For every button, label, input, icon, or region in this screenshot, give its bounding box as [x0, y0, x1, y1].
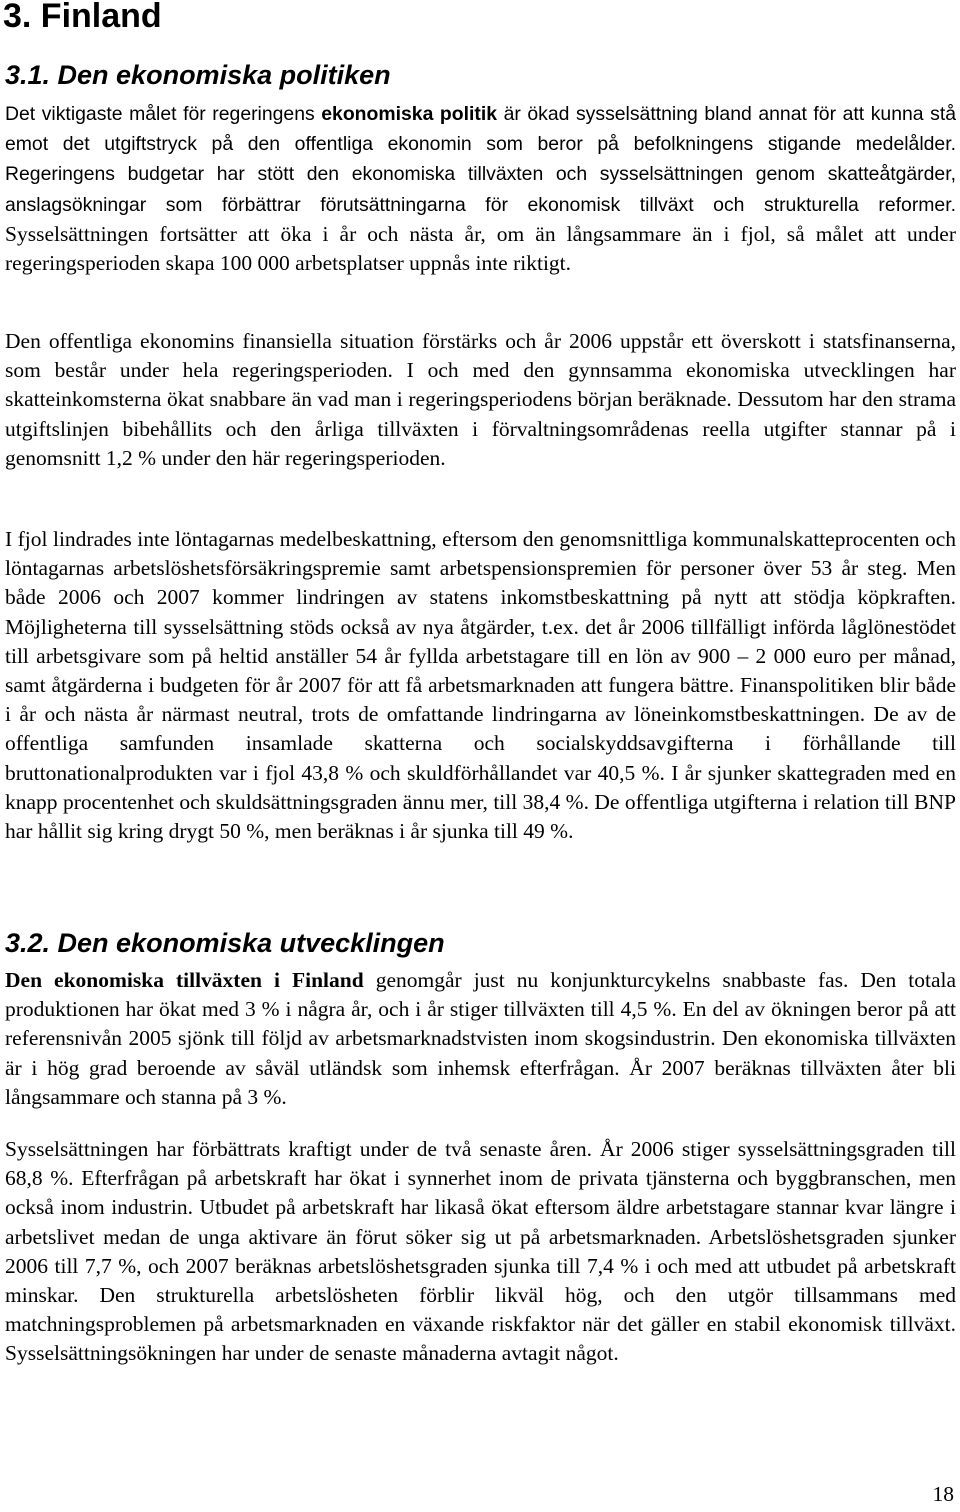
- paragraph-text: Regeringens budgetar har stött den ekonomiska tillväxten och sysselsättningen genom skatteåtgärder, anslagsökningar som förbättrar förutsättningarna för ekonomisk tillväxt och strukturella reformer.: [5, 163, 956, 216]
- paragraph-text: genomgår just nu konjunkturcykelns snabbaste fas. Den totala produktionen har ökat med 3 % i några år, och i år stiger tillväxten till 4,5 %. En del av ökningen beror på att referensnivån 2005 sjönk till följd av arbetsmarknadstvisten inom skogsindustrin. Den ekonomiska tillväxten är i hög grad beroende av såväl utländsk som inhemsk efterfrågan. År 2007 beräknas tillväxten åter bli långsammare och stanna på 3 %.: [5, 968, 957, 1109]
- paragraph-text: Det viktigaste målet för regeringens: [5, 103, 322, 125]
- paragraph-economic-growth: [5, 966, 956, 1112]
- paragraph-bold-term: ekonomiska politik: [321, 103, 498, 125]
- chapter-title: 3. Finland: [3, 0, 162, 35]
- paragraph-taxation: I fjol lindrades inte löntagarnas medelbeskattning, eftersom den genomsnittliga kommunalskatteprocenten och löntagarnas arbetslöshetsförsäkringspremie samt arbetspensionspremien för personer över 53 år steg. Men både 2006 och 2007 kommer lindringen av statens inkomstbeskattning på nytt att stödja köpkraften. Möjligheterna till sysselsättning stöds också av nya åtgärder, t.ex. det år 2006 tillfälligt införda låglönestödet till arbetsgivare som på heltid anställer 54 år fyllda arbetstagare till en lön av 900 – 2 000 euro per månad, samt åtgärderna i budgeten för år 2007 för att få arbetsmarknaden att fungera bättre. Finanspolitiken blir både i år och nästa år närmast neutral, trots de omfattande lindringarna av löneinkomstbeskattningen. De av de offentliga samfunden insamlade skatterna och socialskyddsavgifterna i förhållande till bruttonationalprodukten var i fjol 43,8 % och skuldförhållandet var 40,5 %. I år sjunker skattegraden med en knapp procentenhet och skuldsättningsgraden ännu mer, till 38,4 %. De offentliga utgifterna i relation till BNP har hållit sig kring drygt 50 %, men beräknas i år sjunka till 49 %.: [5, 527, 956, 844]
- page-number: 18: [932, 1482, 954, 1506]
- paragraph-text: är ökad sysselsättning bland annat för att kunna stå emot det utgiftstryck på den offentliga ekonomin som beror på befolkningens stigande medelålder.: [5, 103, 956, 156]
- section-heading-3-2: 3.2. Den ekonomiska utvecklingen: [5, 928, 445, 958]
- paragraph-economic-policy-goal: [5, 99, 956, 278]
- section-heading-3-1: 3.1. Den ekonomiska politiken: [5, 60, 391, 90]
- paragraph-bold-term: Den ekonomiska tillväxten i Finland: [5, 968, 364, 992]
- paragraph-public-finances: Den offentliga ekonomins finansiella situation förstärks och år 2006 uppstår ett överskott i statsfinanserna, som består under hela regeringsperioden. I och med den gynnsamma ekonomiska utvecklingen har skatteinkomsterna ökat snabbare än vad man i regeringsperiodens början beräknade. Dessutom har den strama utgiftslinjen bibehållits och den årliga tillväxten i förvaltningsområdenas reella utgifter stannar på i genomsnitt 1,2 % under den här regeringsperioden.: [5, 329, 956, 470]
- paragraph-employment: Sysselsättningen har förbättrats kraftigt under de två senaste åren. År 2006 stiger sysselsättningsgraden till 68,8 %. Efterfrågan på arbetskraft har ökat i synnerhet inom de privata tjänsterna och byggbranschen, men också inom industrin. Utbudet på arbetskraft har likaså ökat eftersom äldre arbetstagare stannar kvar längre i arbetslivet medan de unga aktivare än förut söker sig ut på arbetsmarknaden. Arbetslöshetsgraden sjunker 2006 till 7,7 %, och 2007 beräknas arbetslöshetsgraden sjunka till 7,4 % i och med att utbudet på arbetskraft minskar. Den strukturella arbetslösheten förblir likväl hög, och den utgör tillsammans med matchningsproblemen på arbetsmarknaden en växande riskfaktor när det gäller en stabil ekonomisk tillväxt. Sysselsättningsökningen har under de senaste månaderna avtagit något.: [5, 1137, 956, 1366]
- paragraph-text: Sysselsättningen fortsätter att öka i år och nästa år, om än långsammare än i fjol, så målet att under regeringsperioden skapa 100 000 arbetsplatser uppnås inte riktigt.: [5, 221, 956, 276]
